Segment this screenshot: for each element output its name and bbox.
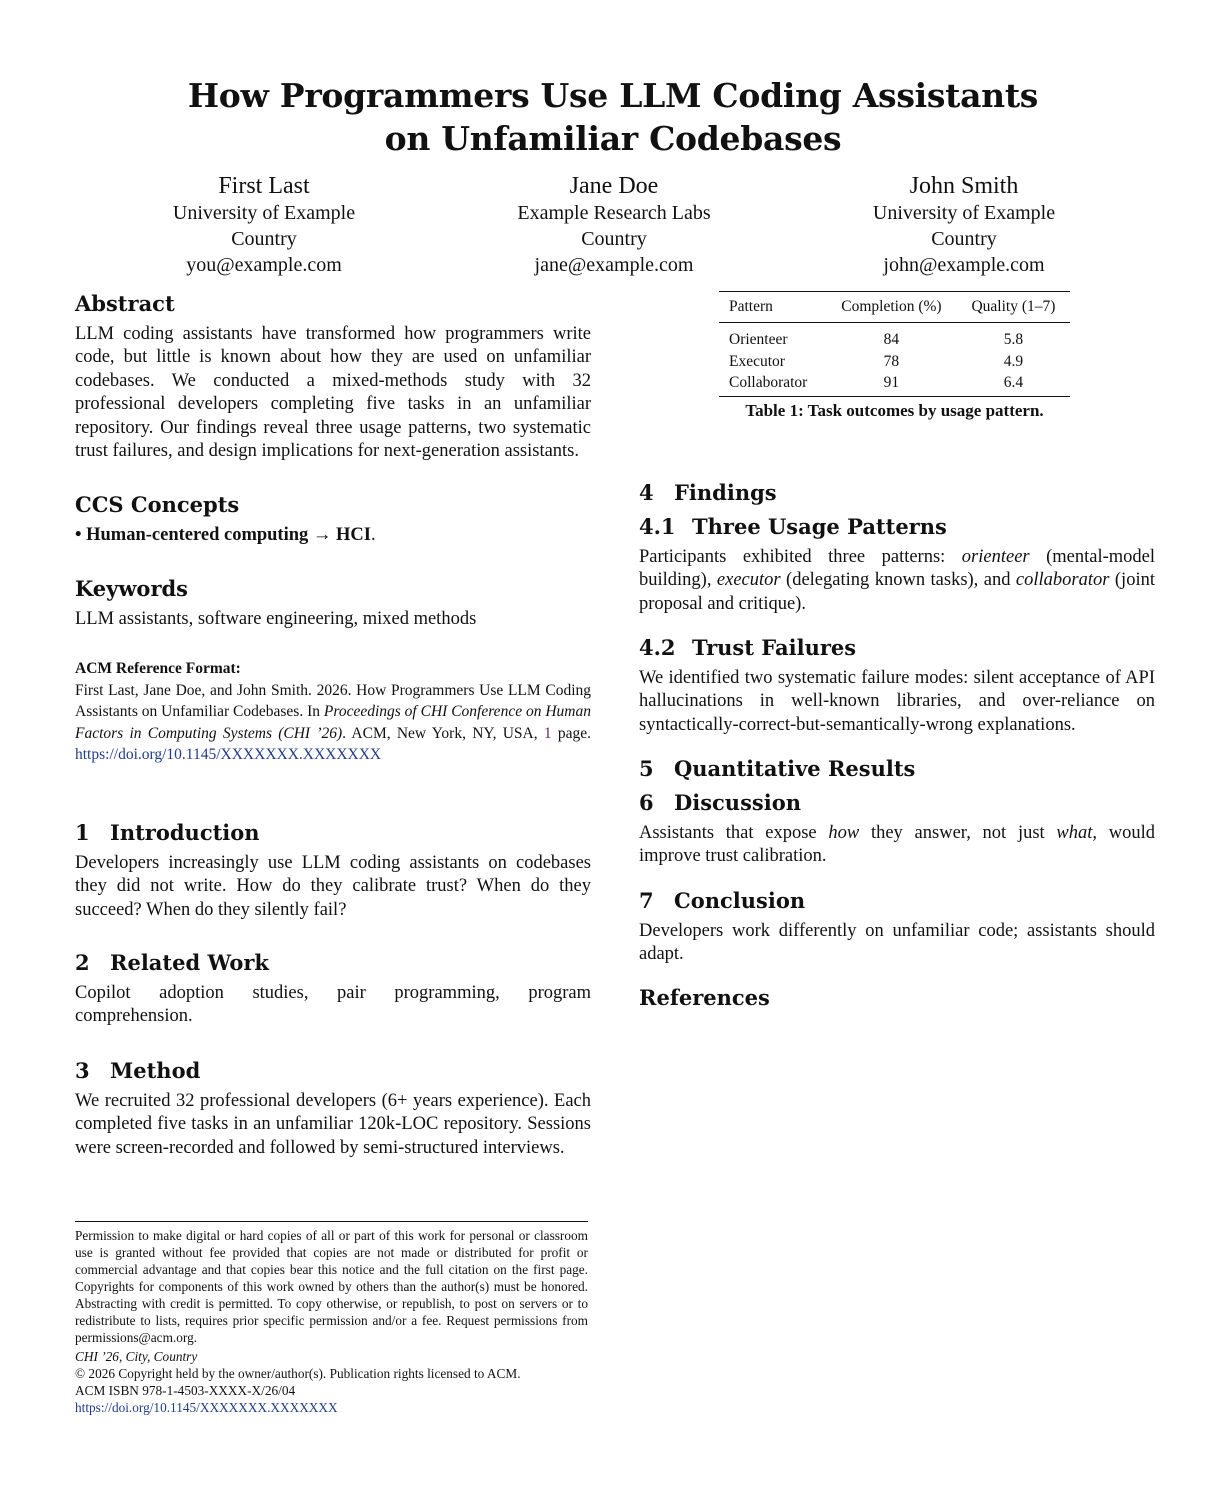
author-affiliation: Example Research Labs: [517, 202, 711, 224]
author-name: Jane Doe: [569, 173, 659, 199]
section-title: Conclusion: [674, 888, 806, 913]
conclusion-section: [639, 888, 1155, 967]
section-title: Related Work: [110, 950, 269, 975]
author-affiliation: University of Example: [172, 202, 356, 224]
ccs-heading: CCS Concepts: [75, 492, 240, 517]
related-work-section: [75, 950, 591, 1029]
text-run: (delegating known tasks), and: [780, 570, 1016, 591]
table-header-row: [719, 292, 1070, 323]
usage-patterns-section: [639, 514, 1155, 616]
acm-reference-authors: First Last, Jane Doe, and John Smith. 2026. How Programmers Use LLM Coding Assistants on Unfamiliar Codebases. In: [75, 681, 591, 720]
emphasis-term: what: [1056, 823, 1093, 843]
related-work-text: Copilot adoption studies, pair programming, program comprehension.: [75, 983, 591, 1027]
keywords-text: LLM assistants, software engineering, mixed methods: [75, 609, 477, 629]
table-cell: Executor: [729, 352, 785, 370]
acm-reference: [75, 658, 591, 766]
ccs-section: [75, 492, 591, 547]
section-title: Method: [110, 1058, 201, 1083]
ccs-concept: Human-centered computing → HCI: [86, 525, 371, 545]
text-run: Assistants that expose: [639, 823, 829, 843]
text-run: Participants exhibited three patterns:: [639, 547, 962, 567]
conclusion-text: Developers work differently on unfamiliar code; assistants should adapt.: [639, 921, 1155, 965]
acm-reference-publisher: . ACM, New York, NY, USA,: [342, 724, 544, 742]
footnote-venue: CHI ’26, City, Country: [75, 1349, 198, 1364]
pattern-term: executor: [716, 570, 781, 591]
pattern-term: orienteer: [961, 547, 1030, 567]
abstract-section: [75, 291, 591, 463]
usage-patterns-heading: [639, 514, 1155, 540]
text-run: they answer, not just: [859, 823, 1057, 843]
quantitative-results-section: [639, 756, 1155, 782]
author-country: Country: [581, 228, 647, 250]
section-number: 7: [639, 888, 654, 913]
keywords-heading: Keywords: [75, 576, 189, 601]
table-header-cell: Completion (%): [826, 292, 957, 323]
section-number: 6: [639, 790, 654, 815]
trust-failures-section: [639, 635, 1155, 737]
copyright-footnote: [75, 1227, 588, 1416]
page-count-link[interactable]: 1: [543, 724, 552, 742]
footnote-rule: [75, 1221, 588, 1222]
related-work-heading: [75, 950, 591, 976]
ccs-period: .: [370, 525, 376, 545]
author-email: you@example.com: [186, 254, 342, 276]
subsection-title: Three Usage Patterns: [692, 514, 947, 539]
ccs-concepts: [75, 524, 591, 547]
table-row: [719, 372, 1070, 396]
trust-failures-text: We identified two systematic failure modes: silent acceptance of API hallucinations in well-known libraries, and over-reliance on syntactically-correct-but-semantically-wrong explanations.: [639, 668, 1155, 735]
section-title: Introduction: [110, 820, 260, 845]
table-cell: 5.8: [1003, 331, 1024, 348]
subsection-title: Trust Failures: [692, 635, 857, 660]
section-number: 3: [75, 1058, 90, 1083]
table-row: [719, 323, 1070, 351]
introduction-heading: [75, 820, 591, 846]
discussion-section: [639, 790, 1155, 869]
acm-reference-text: [75, 680, 591, 766]
conclusion-heading: [639, 888, 1155, 914]
paper-title: [0, 74, 1216, 160]
author-country: Country: [931, 228, 997, 250]
table-cell: 84: [883, 331, 900, 348]
table-cell: 91: [826, 372, 957, 396]
table-caption: Table 1: Task outcomes by usage pattern.: [745, 400, 1044, 420]
section-number: 4: [639, 480, 654, 505]
discussion-heading: [639, 790, 1155, 816]
text-run: (mental-model building),: [639, 547, 1155, 591]
findings-section: [639, 480, 1155, 506]
author-email: john@example.com: [883, 254, 1045, 276]
emphasis-term: how: [828, 823, 860, 843]
footnote-isbn: ACM ISBN 978-1-4503-XXXX-X/26/04: [75, 1383, 296, 1398]
acm-reference-venue: Proceedings of CHI Conference on Human Factors in Computing Systems (CHI ’26): [75, 703, 591, 742]
results-table-block: [719, 291, 1070, 421]
text-run: , would improve trust calibration.: [639, 823, 1156, 867]
acm-reference-heading: ACM Reference Format:: [75, 660, 241, 677]
text-run: (joint proposal and critique).: [639, 570, 1155, 614]
author-country: Country: [231, 228, 297, 250]
author-name: First Last: [218, 173, 310, 199]
paper-title-line-1: How Programmers Use LLM Coding Assistants: [187, 76, 1039, 115]
references-section: [639, 985, 1155, 1011]
author-email: jane@example.com: [534, 254, 694, 276]
table-header-cell: Quality (1–7): [957, 292, 1070, 323]
section-title: Discussion: [674, 790, 801, 815]
method-text: We recruited 32 professional developers (6+ years experience). Each completed five tasks in an unfamiliar 120k-LOC repository. Sessions were screen-recorded and followed by semi-structured interviews.: [75, 1091, 591, 1158]
method-heading: [75, 1058, 591, 1084]
subsection-number: 4.1: [639, 514, 676, 539]
permission-text: Permission to make digital or hard copies of all or part of this work for personal or classroom use is granted without fee provided that copies are not made or distributed for profit or commercial advantage and that copies bear this notice and the full citation on the first page. Copyrights for components of this work owned by others than the author(s) must be honored. Abstracting with credit is permitted. To copy otherwise, or republish, to post on servers or to redistribute to lists, requires prior specific permission and/or a fee. Request permissions from permissions@acm.org.: [75, 1228, 588, 1345]
table-cell: 4.9: [1003, 352, 1024, 370]
introduction-text: Developers increasingly use LLM coding assistants on codebases they did not write. How do they calibrate trust? When do they succeed? When do they silently fail?: [75, 853, 591, 920]
references-heading: References: [639, 985, 770, 1010]
doi-link[interactable]: https://doi.org/10.1145/XXXXXXX.XXXXXXX: [75, 746, 382, 763]
introduction-section: [75, 820, 591, 922]
table-cell: Collaborator: [719, 372, 826, 396]
abstract-text: LLM coding assistants have transformed how programmers write code, but little is known about how they are used on unfamiliar codebases. We conducted a mixed-methods study with 32 professional developers completing five tasks in an unfamiliar repository. Our findings reveal three usage patterns, two systematic trust failures, and design implications for next-generation assistants.: [75, 324, 591, 462]
trust-failures-heading: [639, 635, 1155, 661]
acm-reference-page-word: page.: [551, 724, 591, 742]
section-title: Findings: [674, 480, 777, 505]
footnote-doi-link[interactable]: https://doi.org/10.1145/XXXXXXX.XXXXXXX: [75, 1400, 338, 1415]
results-table: [719, 291, 1070, 397]
author-block: [114, 172, 414, 278]
table-row: [719, 351, 1070, 373]
abstract-heading: Abstract: [75, 291, 175, 316]
paper-title-line-2: on Unfamiliar Codebases: [384, 119, 842, 158]
method-section: [75, 1058, 591, 1160]
findings-heading: [639, 480, 1155, 506]
table-cell: 78: [883, 352, 900, 370]
author-block: [464, 172, 764, 278]
table-header-cell: Pattern: [719, 292, 826, 323]
section-title: Quantitative Results: [674, 756, 916, 781]
author-block: [814, 172, 1114, 278]
ccs-bullet: •: [75, 525, 82, 545]
table-cell: 6.4: [957, 372, 1070, 396]
table-cell: Orienteer: [729, 331, 788, 348]
keywords-section: [75, 576, 591, 631]
pattern-term: collaborator: [1015, 570, 1110, 591]
section-number: 2: [75, 950, 90, 975]
footnote-copyright: © 2026 Copyright held by the owner/author(s). Publication rights licensed to ACM.: [75, 1366, 521, 1381]
author-name: John Smith: [909, 173, 1019, 199]
author-affiliation: University of Example: [872, 202, 1056, 224]
usage-patterns-text: [639, 546, 1155, 616]
quantitative-results-heading: [639, 756, 1155, 782]
section-number: 5: [639, 756, 654, 781]
section-number: 1: [75, 820, 90, 845]
discussion-text: [639, 822, 1155, 869]
subsection-number: 4.2: [639, 635, 676, 660]
